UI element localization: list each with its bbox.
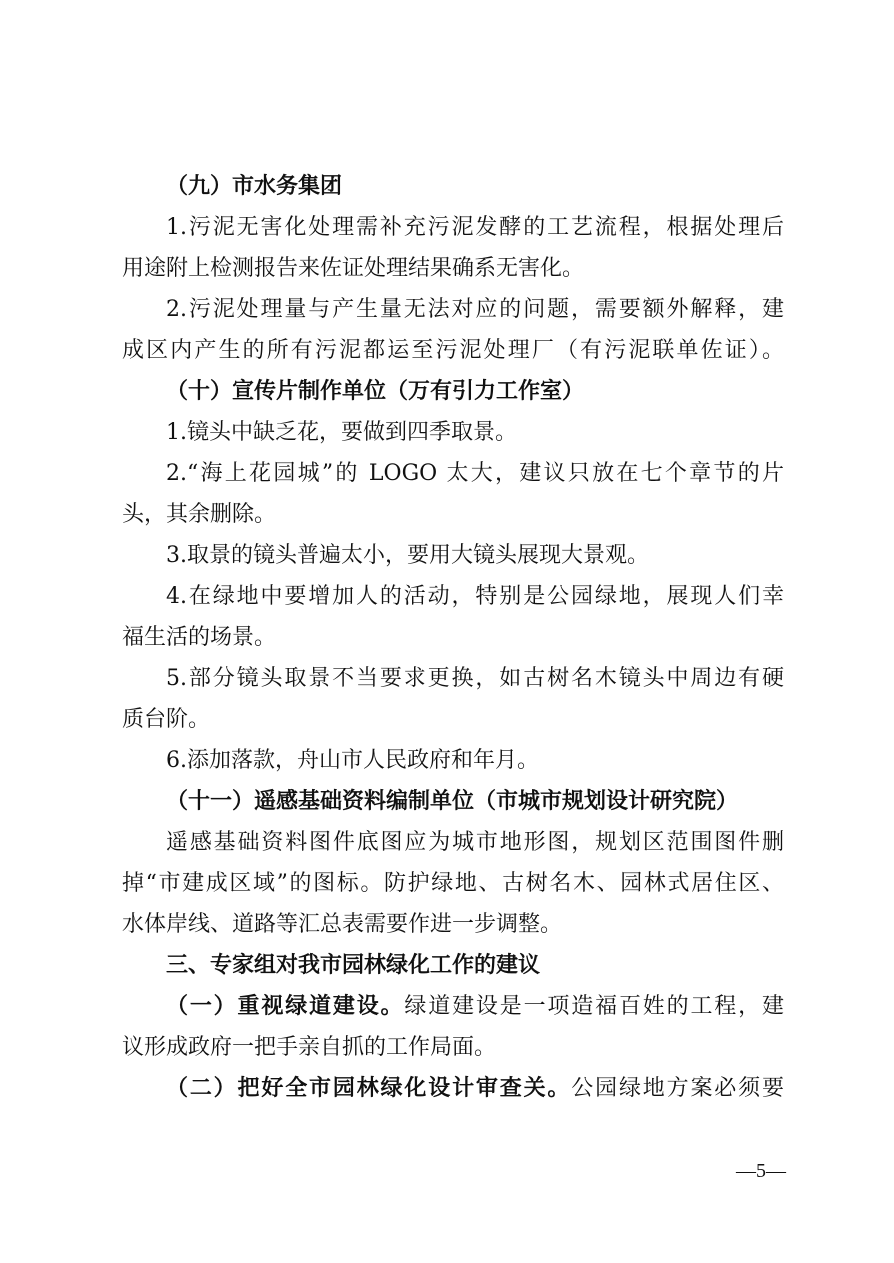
paragraph-line: 遥感基础资料图件底图应为城市地形图，规划区范围图件删 — [166, 830, 784, 855]
recommendation-2-text: 公园绿地方案必须要 — [571, 1076, 784, 1101]
recommendation-2-title: （二）把好全市园林绿化设计审查关。 — [166, 1076, 572, 1101]
paragraph-line: 1.镜头中缺乏花，要做到四季取景。 — [166, 420, 517, 445]
paragraph-line: 议形成政府一把手亲自抓的工作局面。 — [122, 1035, 497, 1060]
paragraph-line: 用途附上检测报告来佐证处理结果确系无害化。 — [122, 256, 585, 281]
paragraph-line: 5.部分镜头取景不当要求更换，如古树名木镜头中周边有硬 — [166, 666, 784, 691]
paragraph-line: 掉“市建成区域”的图标。防护绿地、古树名木、园林式居住区、 — [122, 871, 784, 896]
document-body — [122, 166, 784, 1109]
paragraph-line: 水体岸线、道路等汇总表需要作进一步调整。 — [122, 912, 563, 937]
paragraph-line: 6.添加落款，舟山市人民政府和年月。 — [166, 748, 539, 773]
recommendation-1-text: 绿道建设是一项造福百姓的工程，建 — [404, 994, 784, 1019]
subsection-heading-10: （十）宣传片制作单位（万有引力工作室） — [166, 379, 585, 404]
paragraph-line: 头，其余删除。 — [122, 502, 277, 527]
paragraph-line: 2.“海上花园城”的 LOGO 太大，建议只放在七个章节的片 — [166, 461, 784, 486]
subsection-heading-11: （十一）遥感基础资料编制单位（市城市规划设计研究院） — [166, 789, 739, 814]
recommendation-1-title: （一）重视绿道建设。 — [166, 994, 405, 1019]
paragraph-line: 质台阶。 — [122, 707, 211, 732]
subsection-heading-9: （九）市水务集团 — [166, 174, 343, 199]
recommendation-2 — [122, 1068, 784, 1109]
paragraph-line: 1.污泥无害化处理需补充污泥发酵的工艺流程，根据处理后 — [166, 215, 784, 240]
paragraph-line: 2.污泥处理量与产生量无法对应的问题，需要额外解释，建 — [166, 297, 784, 322]
page-number: —5— — [736, 1160, 786, 1182]
recommendation-1 — [122, 986, 784, 1027]
paragraph-line: 3.取景的镜头普遍太小，要用大镜头展现大景观。 — [166, 543, 649, 568]
paragraph-line: 福生活的场景。 — [122, 625, 277, 650]
section-heading-3: 三、专家组对我市园林绿化工作的建议 — [166, 953, 541, 978]
paragraph-line: 成区内产生的所有污泥都运至污泥处理厂（有污泥联单佐证）。 — [122, 338, 784, 363]
paragraph-line: 4.在绿地中要增加人的活动，特别是公园绿地，展现人们幸 — [166, 584, 784, 609]
